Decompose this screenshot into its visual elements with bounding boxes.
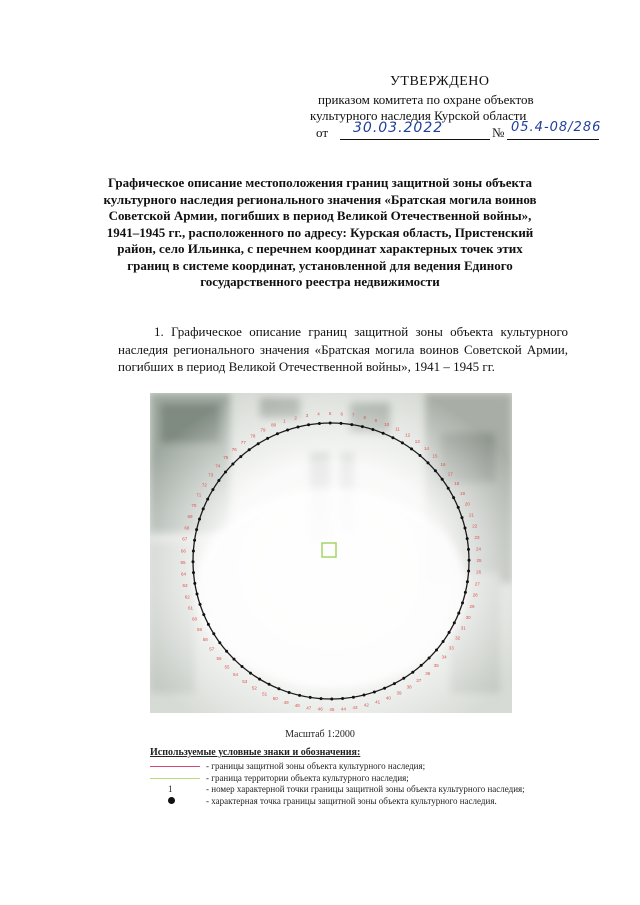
characteristic-point [382,432,385,435]
characteristic-point [340,422,343,425]
point-number-label: 8 [363,414,366,420]
characteristic-point [419,454,422,457]
characteristic-point [329,422,332,425]
point-number-label: 74 [215,463,221,469]
point-number-label: 72 [201,482,207,488]
characteristic-point [428,657,431,660]
point-number-label: 60 [192,616,198,622]
point-number-label: 41 [375,699,381,705]
point-number-label: 17 [447,471,453,477]
point-number-label: 69 [187,514,193,520]
point-number-label: 9 [374,418,378,423]
point-number-label: 43 [352,705,358,710]
point-number-label: 48 [294,703,300,709]
characteristic-point [435,649,438,652]
legend-text: - граница территории объекта культурного наследия; [206,772,409,783]
characteristic-point [341,697,344,700]
characteristic-point [393,682,396,685]
characteristic-point [193,582,196,585]
characteristic-point [298,694,301,697]
point-number-label: 64 [180,571,187,577]
point-number-label: 27 [474,581,480,587]
characteristic-point [452,496,455,499]
characteristic-point [192,550,195,553]
characteristic-point [464,591,467,594]
point-number-label: 26 [476,569,482,575]
characteristic-point [402,677,405,680]
point-number-label: 13 [414,438,420,444]
point-number-label: 38 [406,684,412,690]
characteristic-point [231,463,234,466]
point-number-label: 51 [262,691,268,697]
approval-line-1: приказом комитета по охране объектов [318,92,534,107]
characteristic-point [249,672,252,675]
characteristic-point [225,650,228,653]
legend-row-point [150,796,550,808]
point-number-label: 46 [317,706,323,712]
point-number-label: 66 [180,548,186,554]
legend-symbol-red-line [150,761,202,772]
characteristic-point [371,428,374,431]
point-number-label: 45 [329,707,335,712]
legend-symbol-number [150,784,202,795]
point-number-label: 3 [305,413,309,418]
point-number-label: 6 [340,411,343,417]
point-number-label: 56 [216,655,222,661]
approval-heading: УТВЕРЖДЕНО [390,74,490,89]
characteristic-point [410,447,413,450]
characteristic-point [383,687,386,690]
point-number-label: 30 [465,614,471,620]
point-number-label: 77 [240,439,246,445]
point-number-label: 76 [231,447,237,452]
point-number-label: 53 [242,679,248,685]
point-number-label: 32 [455,635,461,641]
point-number-label: 71 [196,492,202,498]
characteristic-point [453,621,456,624]
point-number-label: 15 [432,453,438,459]
point-number-label: 37 [416,678,422,684]
point-number-label: 55 [224,664,230,670]
legend-symbol-dot [150,796,202,807]
point-number-label: 42 [363,702,369,708]
characteristic-point [427,461,430,464]
characteristic-point [352,696,355,699]
characteristic-point [288,691,291,694]
characteristic-point [257,442,260,445]
legend-text: - номер характерной точки границы защитной зоны объекта культурного наследия; [206,784,525,794]
point-number-label: 54 [232,672,239,678]
point-number-label: 65 [180,559,186,565]
point-number-label: 19 [459,491,466,496]
approval-line-2: культурного наследия Курской области [310,108,527,123]
characteristic-point [361,425,364,428]
point-number-label: 1 [283,418,286,424]
characteristic-point [193,539,196,542]
map-scale: Масштаб 1:2000 [285,729,355,740]
characteristic-point [207,623,210,626]
point-number-label: 52 [251,685,257,691]
characteristic-point [195,528,198,531]
characteristic-point [373,691,376,694]
date-label: от [316,125,329,140]
characteristic-point [212,632,215,635]
red-line-icon [150,766,200,767]
characteristic-point [468,559,471,562]
characteristic-point [467,570,470,573]
characteristic-point [276,432,279,435]
characteristic-point [233,658,236,661]
point-number-label: 75 [223,455,229,460]
point-number-label: 70 [191,503,197,509]
green-line-icon [150,778,200,779]
point-number-label: 5 [328,411,332,416]
point-dot-icon [168,797,175,804]
characteristic-point [434,469,437,472]
point-number-label: 44 [340,706,347,712]
point-number-label: 25 [476,558,482,564]
point-number-label: 36 [425,671,431,676]
point-number-sample: 1 [168,784,173,794]
characteristic-point [411,671,414,674]
legend-row-zone-boundary [150,761,550,773]
characteristic-point [457,506,460,509]
characteristic-point [461,601,464,604]
characteristic-point [318,422,321,425]
characteristic-point [442,640,445,643]
point-number-label: 68 [184,525,190,531]
point-number-label: 2 [294,415,297,421]
section-paragraph [118,323,568,376]
point-number-label: 73 [208,472,214,478]
point-number-label: 50 [272,696,278,702]
characteristic-point [192,560,195,563]
characteristic-point [466,537,469,540]
characteristic-point [217,479,220,482]
characteristic-point [464,527,467,530]
characteristic-point [239,455,242,458]
characteristic-point [224,471,227,474]
legend-heading: Используемые условные знаки и обозначения: [150,747,361,758]
characteristic-point [363,694,366,697]
characteristic-point [391,436,394,439]
point-number-label: 24 [475,546,482,552]
characteristic-point [466,580,469,583]
characteristic-point [202,613,205,616]
point-number-label: 59 [196,627,203,632]
point-number-label: 35 [433,663,439,668]
characteristic-point [461,516,464,519]
handwritten-number: 05.4-08/286 [511,120,602,135]
approval-line-3 [316,120,602,143]
point-number-label: 67 [182,536,188,542]
characteristic-point [268,683,271,686]
characteristic-point [277,687,280,690]
characteristic-point [202,507,205,510]
point-number-label: 63 [182,583,188,588]
boundary-map [150,393,512,713]
characteristic-point [457,612,460,615]
characteristic-point [286,429,289,432]
point-number-label: 4 [317,411,320,417]
point-number-label: 16 [440,462,446,468]
point-number-label: 14 [423,445,430,451]
point-number-label: 21 [468,512,475,518]
point-number-label: 62 [184,594,190,600]
characteristic-point [320,697,323,700]
characteristic-point [307,423,310,426]
point-number-label: 11 [395,426,400,432]
legend-symbol-green-line [150,773,202,784]
date-field [340,120,490,140]
characteristic-point [330,698,333,701]
characteristic-point [467,548,470,551]
point-number-label: 79 [260,427,266,433]
boundary-map-svg [150,393,512,713]
number-field [507,120,602,140]
legend-row-point-number [150,784,550,796]
characteristic-point [420,664,423,667]
point-number-label: 20 [464,501,470,507]
number-label: № [492,125,505,140]
characteristic-point [401,441,404,444]
characteristic-point [196,593,199,596]
point-number-label: 49 [283,700,289,705]
characteristic-point [309,696,312,699]
paragraph-text: 1. Графическое описание границ защитной зоны объекта культурного наследия регионального значения «Братская могила воинов Советской Армии, погибших в период Великой Отечественной войны», 1941 – 1945 гг. [118,324,568,374]
characteristic-point [447,487,450,490]
handwritten-date: 30.03.2022 [353,120,444,136]
characteristic-point [266,437,269,440]
characteristic-point [192,571,195,574]
point-number-label: 47 [306,705,312,711]
document-title: Графическое описание местоположения границ защитной зоны объекта культурного наследия регионального значения «Братская могила воинов Советской Армии, погибших в период Великой Отечественной войны», 1941–1945 гг., расположенного по адресу: Курская область, Пристенский район, село Ильинка, с перечнем координат характерных точек этих границ в системе координат, установленной для ведения Единого государственного реестра недвижимости [103,175,537,289]
characteristic-point [258,678,261,681]
characteristic-point [241,665,244,668]
point-number-label: 61 [187,605,194,611]
map-legend [150,747,550,807]
point-number-label: 57 [209,646,215,652]
point-number-label: 78 [250,433,256,439]
point-number-label: 28 [472,592,478,598]
aerial-photo-background [150,393,512,713]
point-number-label: 12 [405,432,411,438]
point-number-label: 31 [460,625,466,631]
point-number-label: 40 [385,695,391,701]
characteristic-point [199,603,202,606]
characteristic-point [448,631,451,634]
point-number-label: 18 [454,480,460,486]
characteristic-point [248,448,251,451]
legend-text: - характерная точка границы защитной зоны объекта культурного наследия. [206,795,497,806]
characteristic-point [211,488,214,491]
point-number-label: 58 [202,637,208,643]
characteristic-point [441,478,444,481]
point-number-label: 80 [271,422,277,428]
point-number-label: 22 [472,523,478,529]
legend-row-territory-boundary [150,773,550,785]
legend-text: - границы защитной зоны объекта культурного наследия; [206,761,426,771]
point-number-label: 10 [384,421,390,427]
characteristic-point [218,641,221,644]
point-number-label: 34 [441,654,447,660]
characteristic-point [198,518,201,521]
characteristic-point [206,498,209,501]
point-number-label: 7 [352,412,355,418]
point-number-label: 33 [448,645,454,651]
point-number-label: 23 [474,535,480,540]
point-number-label: 39 [396,690,402,696]
characteristic-point [350,423,353,426]
point-number-label: 29 [469,603,475,609]
characteristic-point [297,426,300,429]
